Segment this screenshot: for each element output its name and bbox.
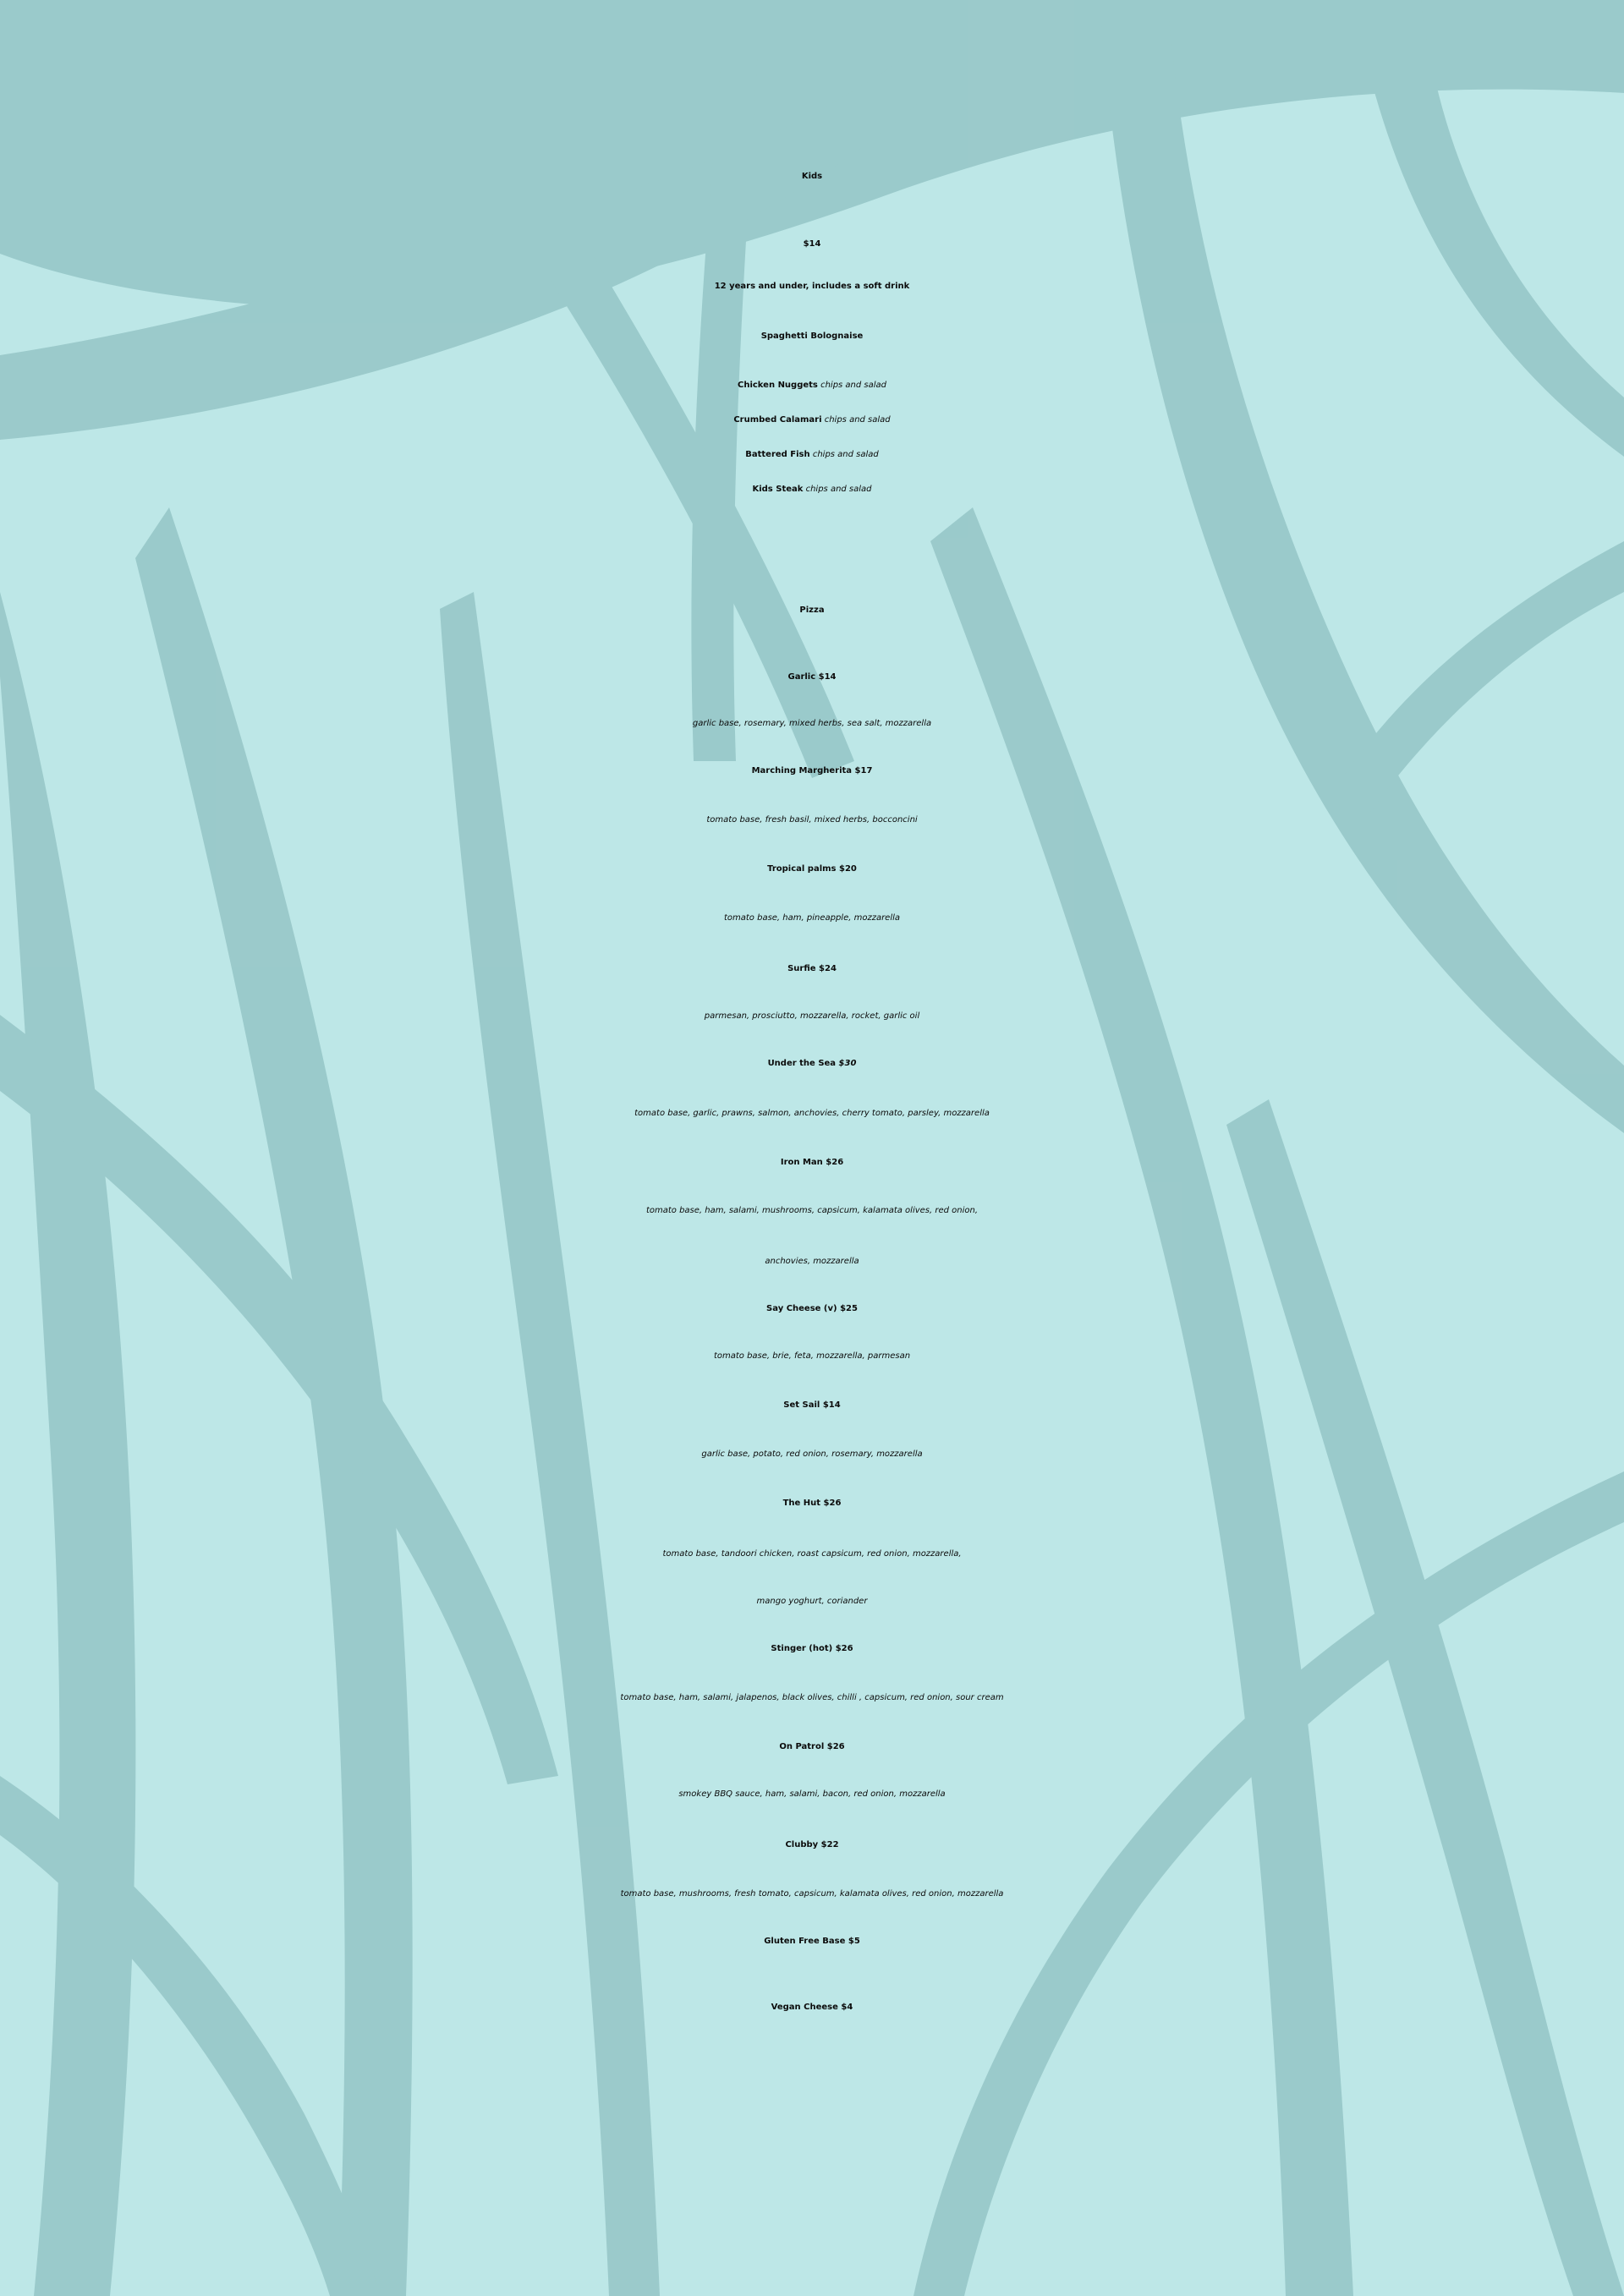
pizza-item-desc: garlic base, potato, red onion, rosemary, mozzarella <box>701 1449 923 1459</box>
pizza-name: Stinger (hot) <box>771 1644 833 1653</box>
pizza-name: Tropical palms <box>767 864 837 874</box>
pizza-item-name <box>0 673 1624 682</box>
pizza-item-desc: tomato base, garlic, prawns, salmon, anchovies, cherry tomato, parsley, mozzarella <box>634 1109 990 1118</box>
pizza-item-name <box>0 865 1624 874</box>
extra-item <box>0 1937 1624 1946</box>
pizza-item-desc: tomato base, tandoori chicken, roast capsicum, red onion, mozzarella, <box>662 1549 962 1559</box>
pizza-item-name <box>0 767 1624 775</box>
pizza-price: $17 <box>854 766 873 775</box>
pizza-item-desc: tomato base, brie, feta, mozzarella, parmesan <box>713 1351 911 1361</box>
pizza-name: Marching Margherita <box>751 766 853 775</box>
pizza-item-name <box>0 1743 1624 1751</box>
pizza-item-name <box>0 1645 1624 1653</box>
kids-note: 12 years and under, includes a soft drink <box>714 282 910 291</box>
pizza-item-desc: anchovies, mozzarella <box>765 1257 859 1266</box>
kids-item <box>0 485 1624 494</box>
pizza-name: Under the Sea <box>767 1059 837 1068</box>
pizza-item-desc: tomato base, ham, pineapple, mozzarella <box>723 913 901 923</box>
pizza-item-name <box>0 1060 1624 1068</box>
pizza-item-desc: tomato base, ham, salami, mushrooms, capsicum, kalamata olives, red onion, <box>645 1206 979 1215</box>
pizza-item-name <box>0 1499 1624 1508</box>
pizza-price: $30 <box>838 1059 857 1068</box>
extra-name: Gluten Free Base <box>764 1937 846 1946</box>
pizza-price: $14 <box>818 672 837 682</box>
pizza-item-desc: garlic base, rosemary, mixed herbs, sea salt, mozzarella <box>692 719 932 728</box>
pizza-price: $26 <box>826 1158 844 1167</box>
extra-price: $4 <box>841 2003 853 2012</box>
pizza-name: Iron Man <box>780 1158 823 1167</box>
pizza-price: $25 <box>840 1304 858 1313</box>
pizza-item-desc: smokey BBQ sauce, ham, salami, bacon, red onion, mozzarella <box>678 1789 946 1799</box>
pizza-item-name <box>0 1305 1624 1313</box>
kids-item-name: Crumbed Calamari <box>733 415 822 425</box>
pizza-price: $24 <box>819 964 837 973</box>
pizza-name: On Patrol <box>779 1742 825 1751</box>
kids-item <box>0 451 1624 459</box>
pizza-price: $22 <box>820 1840 839 1849</box>
extra-item <box>0 2003 1624 2012</box>
extra-name: Vegan Cheese <box>771 2003 838 2012</box>
pizza-price: $14 <box>822 1400 841 1410</box>
pizza-name: Clubby <box>785 1840 819 1849</box>
kids-item-desc: chips and salad <box>812 450 879 459</box>
pizza-name: The Hut <box>782 1499 821 1508</box>
kids-price: $14 <box>803 239 821 249</box>
pizza-item-name <box>0 1159 1624 1167</box>
pizza-price: $20 <box>839 864 857 874</box>
pizza-price: $26 <box>826 1742 845 1751</box>
pizza-name: Surfie <box>787 964 816 973</box>
pizza-name: Garlic <box>787 672 816 682</box>
pizza-item-name <box>0 1401 1624 1410</box>
pizza-price: $26 <box>823 1499 842 1508</box>
pizza-name: Say Cheese (v) <box>766 1304 837 1313</box>
pizza-item-desc: tomato base, ham, salami, jalapenos, black olives, chilli , capsicum, red onion, sour cream <box>620 1693 1004 1702</box>
kids-item-desc: chips and salad <box>820 381 887 390</box>
kids-item <box>0 416 1624 425</box>
kids-item-name: Kids Steak <box>752 485 804 494</box>
pizza-item-desc: tomato base, mushrooms, fresh tomato, capsicum, kalamata olives, red onion, mozzarella <box>620 1889 1004 1899</box>
kids-item-name: Chicken Nuggets <box>737 381 818 390</box>
pizza-item-desc: parmesan, prosciutto, mozzarella, rocket, garlic oil <box>704 1011 920 1021</box>
kids-item <box>0 381 1624 390</box>
kids-title: Kids <box>801 172 823 181</box>
pizza-item-name <box>0 965 1624 973</box>
extra-price: $5 <box>848 1937 860 1946</box>
pizza-name: Set Sail <box>783 1400 820 1410</box>
kids-item-desc: chips and salad <box>805 485 872 494</box>
kids-item-name: Battered Fish <box>745 450 810 459</box>
pizza-item-name <box>0 1841 1624 1849</box>
kids-item-spaghetti: Spaghetti Bolognaise <box>760 332 864 341</box>
pizza-price: $26 <box>835 1644 853 1653</box>
pizza-item-desc: tomato base, fresh basil, mixed herbs, bocconcini <box>706 815 918 825</box>
pizza-item-desc: mango yoghurt, coriander <box>756 1597 868 1606</box>
kids-item-desc: chips and salad <box>824 415 891 425</box>
pizza-title: Pizza <box>799 606 825 615</box>
